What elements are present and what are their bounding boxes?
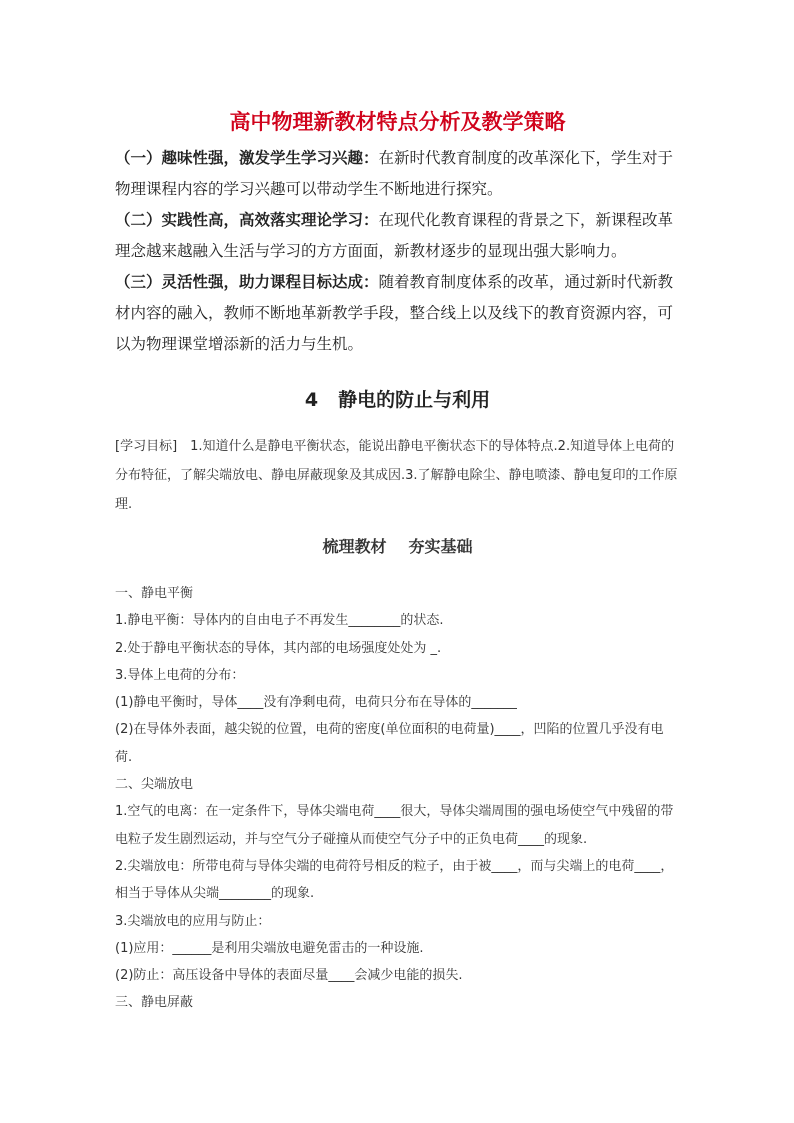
content-line: 2.处于静电平衡状态的导体，其内部的电场强度处处为 _. — [115, 640, 442, 656]
subheading-right: 夯实基础 — [408, 537, 473, 556]
intro-label: （三）灵活性强，助力课程目标达成： — [115, 273, 379, 291]
subheading-left: 梳理教材 — [322, 537, 387, 556]
intro-text: 在现代化教育课程的背景之下，新课程改革理念越来越融入生活与学习的方方面面，新教材逐步的显现出强大影响力。 — [115, 211, 674, 260]
intro-paragraph-2 — [115, 205, 680, 267]
heading-static-balance: 一、静电平衡 — [115, 586, 194, 601]
subheading — [115, 534, 680, 557]
content-line: (2)防止：高压设备中导体的表面尽量____会减少电能的损失. — [115, 968, 463, 984]
content-line: 1.空气的电离：在一定条件下，导体尖端电荷____很大，导体尖端周围的强电场使空气中残留的带电粒子发生剧烈运动，并与空气分子碰撞从而使空气分子中的正负电荷____的现象. — [115, 804, 674, 847]
content-line: 2.尖端放电：所带电荷与导体尖端的电荷符号相反的粒子，由于被____，而与尖端上的电荷____，相当于导体从尖端________的现象. — [115, 858, 674, 902]
main-title: 高中物理新教材特点分析及教学策略 — [229, 110, 566, 134]
intro-text: 随着教育制度体系的改革，通过新时代新教材内容的融入，教师不断地革新教学手段，整合线上以及线下的教育资源内容，可以为物理课堂增添新的活力与生机。 — [115, 273, 674, 353]
section-number: 4 — [304, 389, 319, 411]
section-title-text: 静电的防止与利用 — [338, 389, 491, 411]
intro-section — [115, 143, 680, 360]
intro-paragraph-3 — [115, 267, 680, 360]
section-title — [115, 385, 680, 412]
content-line: 1.静电平衡：导体内的自由电子不再发生________的状态. — [115, 613, 444, 629]
content-body — [115, 580, 680, 1017]
intro-text: 在新时代教育制度的改革深化下，学生对于物理课程内容的学习兴趣可以带动学生不断地进行探究。 — [115, 149, 674, 198]
content-line: 3.尖端放电的应用与防止： — [115, 913, 271, 929]
content-line: 3.导体上电荷的分布： — [115, 667, 245, 683]
heading-static-shielding: 三、静电屏蔽 — [115, 995, 194, 1011]
intro-paragraph-1 — [115, 143, 680, 205]
learning-goals: [学习目标] 1.知道什么是静电平衡状态，能说出静电平衡状态下的导体特点.2.知道导体上电荷的分布特征，了解尖端放电、静电屏蔽现象及其成因.3.了解静电除尘、静电喷漆、静电复印的工作原理. — [115, 439, 678, 512]
content-line: (1)静电平衡时，导体____没有净剩电荷，电荷只分布在导体的_______ — [115, 695, 517, 711]
content-line: (1)应用：______是利用尖端放电避免雷击的一种设施. — [115, 940, 424, 956]
heading-point-discharge: 二、尖端放电 — [115, 777, 194, 793]
content-line: (2)在导体外表面，越尖锐的位置，电荷的密度(单位面积的电荷量)____，凹陷的位置几乎没有电荷. — [115, 722, 664, 765]
intro-label: （二）实践性高，高效落实理论学习： — [115, 211, 379, 229]
intro-label: （一）趣味性强，激发学生学习兴趣： — [115, 149, 379, 167]
